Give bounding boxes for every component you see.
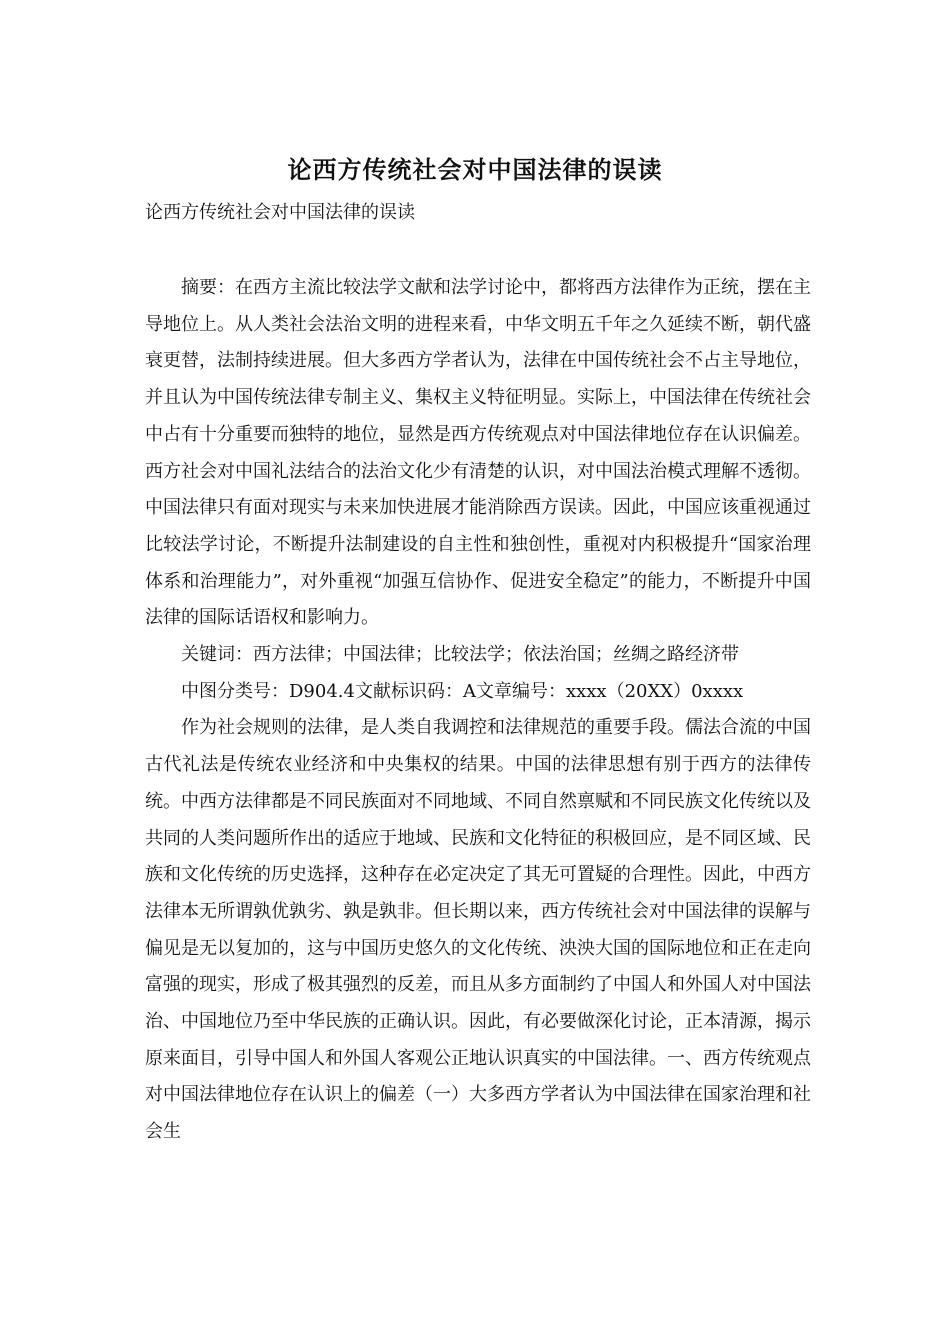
keywords-line: 关键词：西方法律；中国法律；比较法学；依法治国；丝绸之路经济带 — [181, 644, 739, 666]
document-body — [145, 270, 811, 1151]
document-subtitle: 论西方传统社会对中国法律的误读 — [145, 202, 415, 223]
abstract-paragraph: 摘要：在西方主流比较法学文献和法学讨论中，都将西方法律作为正统，摆在主导地位上。从人类社会法治文明的进程来看，中华文明五千年之久延续不断，朝代盛衰更替，法制持续进展。但大多西方学者认为，法律在中国传统社会不占主导地位，并且认为中国传统法律专制主义、集权主义特征明显。实际上，中国法律在传统社会中占有十分重要而独特的地位，显然是西方传统观点对中国法律地位存在认识偏差。西方社会对中国礼法结合的法治文化少有清楚的认识，对中国法治模式理解不透彻。中国法律只有面对现实与未来加快进展才能消除西方误读。因此，中国应该重视通过比较法学讨论，不断提升法制建设的自主性和独创性，重视对内积极提升“国家治理体系和治理能力”，对外重视“加强互信协作、促进安全稳定”的能力，不断提升中国法律的国际话语权和影响力。 — [145, 277, 811, 629]
body-paragraph: 作为社会规则的法律，是人类自我调控和法律规范的重要手段。儒法合流的中国古代礼法是传统农业经济和中央集权的结果。中国的法律思想有别于西方的法律传统。中西方法律都是不同民族面对不同地域、不同自然禀赋和不同民族文化传统以及共同的人类问题所作出的适应于地域、民族和文化特征的积极回应，是不同区域、民族和文化传统的历史选择，这种存在必定决定了其无可置疑的合理性。因此，中西方法律本无所谓孰优孰劣、孰是孰非。但长期以来，西方传统社会对中国法律的误解与偏见是无以复加的，这与中国历史悠久的文化传统、泱泱大国的国际地位和正在走向富强的现实，形成了极其强烈的反差，而且从多方面制约了中国人和外国人对中国法治、中国地位乃至中华民族的正确认识。因此，有必要做深化讨论，正本清源，揭示原来面目，引导中国人和外国人客观公正地认识真实的中国法律。一、西方传统观点对中国法律地位存在认识上的偏差（一）大多西方学者认为中国法律在国家治理和社会生 — [145, 717, 811, 1143]
document-title: 论西方传统社会对中国法律的误读 — [287, 156, 663, 184]
classification-line: 中图分类号：D904.4文献标识码：A文章编号：xxxx（20XX）0xxxx — [181, 680, 744, 702]
